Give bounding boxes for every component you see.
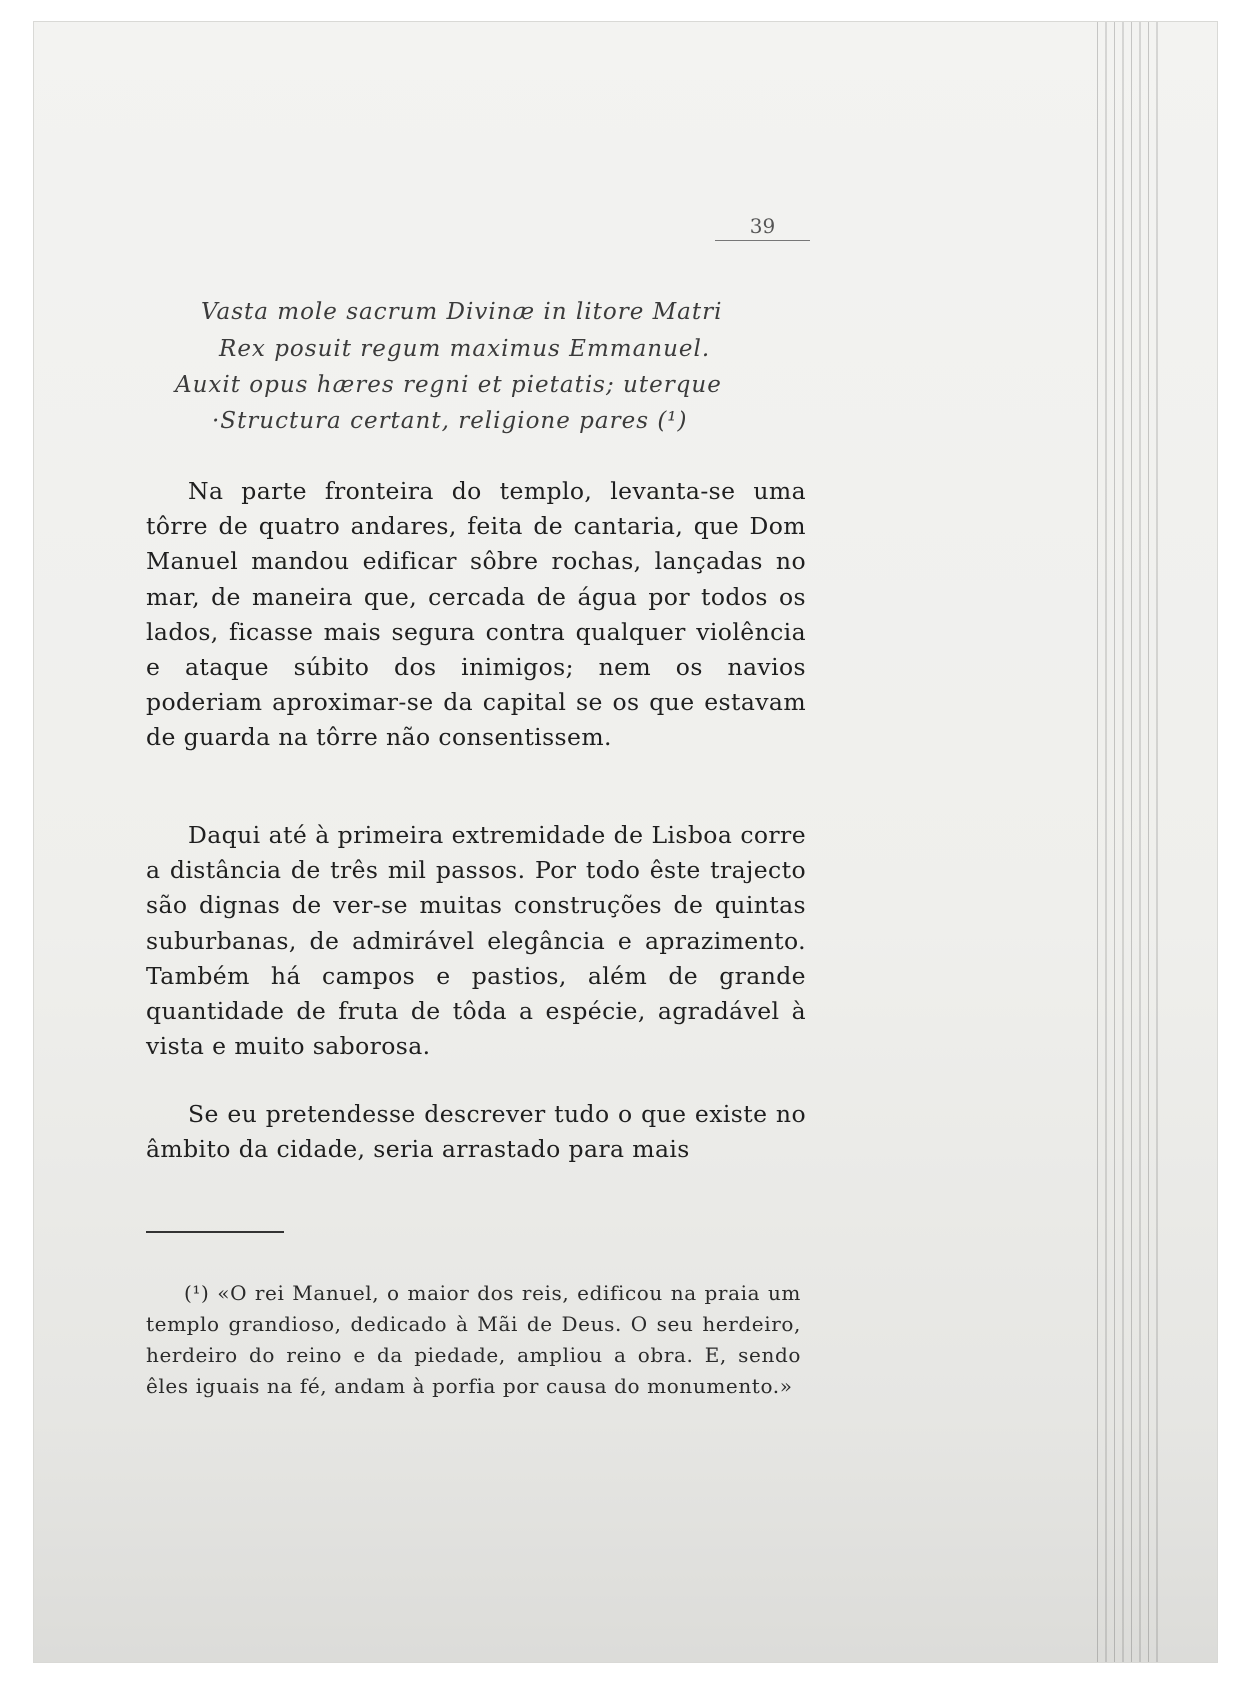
epigraph-line-1: Vasta mole sacrum Divinæ in litore Matri <box>201 299 723 325</box>
body-paragraph <box>146 474 806 756</box>
page-number: 39 <box>715 214 810 241</box>
binding-edge <box>1090 22 1158 1662</box>
footnote-text: (¹) «O rei Manuel, o maior dos reis, edificou na praia um templo grandioso, dedicado à Mãi de Deus. O seu herdeiro, herdeiro do reino e da piedade, ampliou a obra. E, sendo êles iguais na fé, andam à porfia por causa do monumento.» <box>146 1281 801 1398</box>
paragraph-text: Daqui até à primeira extremidade de Lisboa corre a distância de três mil passos. Por todo êste trajecto são dignas de ver-se muitas construções de quintas suburbanas, de admirável elegância e aprazimento. Também há campos e pastios, além de grande quantidade de fruta de tôda a espécie, agradável à vista e muito saborosa. <box>146 821 806 1061</box>
epigraph-line-3: Auxit opus hæres regni et pietatis; uterque <box>175 372 722 398</box>
footnote-divider <box>146 1231 284 1233</box>
footnote <box>146 1278 801 1402</box>
body-paragraph <box>146 1097 806 1167</box>
paragraph-text: Se eu pretendesse descrever tudo o que existe no âmbito da cidade, seria arrastado para mais <box>146 1100 806 1164</box>
epigraph-line-4: ·Structura certant, religione pares (¹) <box>212 408 688 434</box>
paragraph-text: Na parte fronteira do templo, levanta-se uma tôrre de quatro andares, feita de cantaria, que Dom Manuel mandou edificar sôbre rochas, lançadas no mar, de maneira que, cercada de água por todos os lados, ficasse mais segura contra qualquer violência e ataque súbito dos inimigos; nem os navios poderiam aproximar-se da capital se os que estavam de guarda na tôrre não consentissem. <box>146 477 806 752</box>
epigraph-line-2: Rex posuit regum maximus Emmanuel. <box>219 336 711 362</box>
body-paragraph <box>146 818 806 1064</box>
